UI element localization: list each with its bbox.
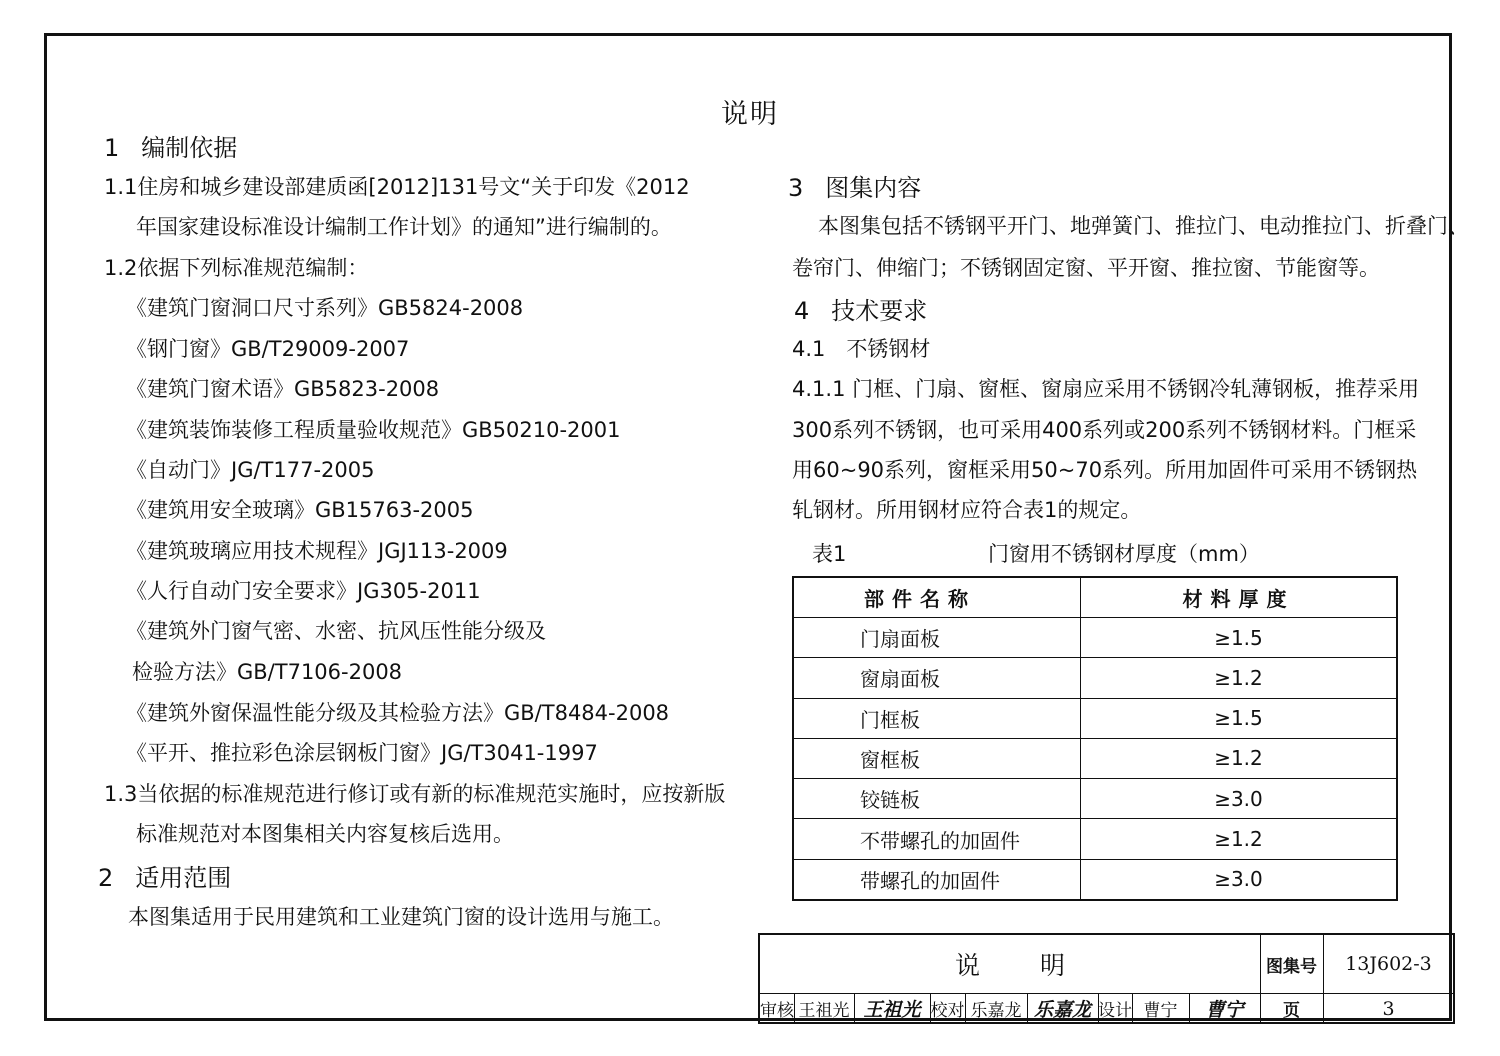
thickness-table: [792, 576, 1398, 901]
standard-item: 《平开、推拉彩色涂层钢板门窗》JG/T3041-1997: [126, 741, 598, 765]
para-1-1-line2: 年国家建设标准设计编制工作计划》的通知”进行编制的。: [136, 215, 672, 239]
review-label: 审核: [760, 1001, 794, 1021]
section-3-heading: [788, 168, 921, 203]
page-label: 页: [1283, 1001, 1300, 1021]
thickness-cell: ≥3.0: [1081, 859, 1398, 900]
part-name-cell: 窗扇面板: [793, 658, 1081, 698]
table-row: [793, 658, 1397, 698]
thickness-cell: ≥3.0: [1081, 779, 1398, 819]
standard-item: 《自动门》JG/T177-2005: [126, 458, 375, 482]
table-label: 表1: [812, 542, 847, 566]
section-3-line2: 卷帘门、伸缩门；不锈钢固定窗、平开窗、推拉窗、节能窗等。: [792, 256, 1380, 280]
table-row: [793, 859, 1397, 900]
check-label: 校对: [930, 1001, 965, 1021]
reviewer-name: 王祖光: [798, 1001, 850, 1021]
subsection-4-1: 4.1 不锈钢材: [792, 337, 931, 361]
checker-name: 乐嘉龙: [970, 1001, 1022, 1021]
designer-signature: 曹宁: [1205, 999, 1244, 1021]
para-4-1-1-line3: 用60~90系列，窗框采用50~70系列。所用加固件可采用不锈钢热: [792, 458, 1418, 482]
section-1-heading: [104, 128, 237, 163]
section-2-heading: [98, 858, 231, 893]
part-name-cell: 不带螺孔的加固件: [793, 819, 1081, 859]
section-2-text: 本图集适用于民用建筑和工业建筑门窗的设计选用与施工。: [128, 905, 674, 929]
table-row: [793, 738, 1397, 778]
standard-item: 《建筑装饰装修工程质量验收规范》GB50210-2001: [126, 418, 621, 442]
standard-item: 检验方法》GB/T7106-2008: [132, 660, 403, 684]
para-1-3-line1: 1.3当依据的标准规范进行修订或有新的标准规范实施时，应按新版: [104, 782, 726, 806]
thickness-cell: ≥1.2: [1081, 819, 1398, 859]
title-block: [758, 933, 1455, 1024]
thickness-cell: ≥1.2: [1081, 738, 1398, 778]
design-label: 设计: [1098, 1001, 1132, 1021]
part-name-cell: 门框板: [793, 698, 1081, 738]
designer-name: 曹宁: [1143, 1001, 1178, 1021]
section-number: 4: [794, 297, 810, 325]
table-header-row: [793, 577, 1397, 618]
standard-item: 《建筑门窗术语》GB5823-2008: [126, 377, 440, 401]
table-row: [793, 819, 1397, 859]
checker-signature: 乐嘉龙: [1033, 999, 1091, 1021]
section-title: 编制依据: [141, 134, 238, 162]
part-name-cell: 窗框板: [793, 738, 1081, 778]
para-4-1-1-line4: 轧钢材。所用钢材应符合表1的规定。: [792, 498, 1142, 522]
column-header-thickness: 材料厚度: [1081, 577, 1398, 618]
part-name-cell: 带螺孔的加固件: [793, 859, 1081, 900]
table-row: [793, 618, 1397, 658]
para-1-1-line1: 1.1住房和城乡建设部建质函[2012]131号文“关于印发《2012: [104, 175, 690, 199]
standard-item: 《建筑用安全玻璃》GB15763-2005: [126, 498, 474, 522]
section-4-heading: [794, 291, 927, 326]
page-number: 3: [1382, 997, 1395, 1020]
standard-item: 《建筑外窗保温性能分级及其检验方法》GB/T8484-2008: [126, 701, 670, 725]
thickness-cell: ≥1.5: [1081, 698, 1398, 738]
table-row: [793, 779, 1397, 819]
thickness-cell: ≥1.2: [1081, 658, 1398, 698]
section-title: 适用范围: [135, 864, 232, 892]
part-name-cell: 门扇面板: [793, 618, 1081, 658]
section-number: 2: [98, 864, 114, 892]
atlas-number-label: 图集号: [1266, 956, 1317, 977]
standard-item: 《建筑门窗洞口尺寸系列》GB5824-2008: [126, 296, 524, 320]
reviewer-signature: 王祖光: [863, 999, 921, 1021]
section-3-line1: 本图集包括不锈钢平开门、地弹簧门、推拉门、电动推拉门、折叠门、: [818, 214, 1469, 238]
part-name-cell: 铰链板: [793, 779, 1081, 819]
thickness-cell: ≥1.5: [1081, 618, 1398, 658]
para-1-2: 1.2依据下列标准规范编制：: [104, 256, 369, 280]
column-header-part-name: 部件名称: [793, 577, 1081, 618]
para-4-1-1-line2: 300系列不锈钢，也可采用400系列或200系列不锈钢材料。门框采: [792, 418, 1417, 442]
section-title: 技术要求: [831, 297, 928, 325]
standard-item: 《人行自动门安全要求》JG305-2011: [126, 579, 481, 603]
title-block-title: 说明: [954, 951, 1125, 980]
section-number: 1: [104, 134, 120, 162]
standard-item: 《建筑外门窗气密、水密、抗风压性能分级及: [126, 619, 546, 643]
table-row: [793, 698, 1397, 738]
standard-item: 《建筑玻璃应用技术规程》JGJ113-2009: [126, 539, 508, 563]
table-caption: 门窗用不锈钢材厚度（mm）: [988, 542, 1260, 566]
section-number: 3: [788, 174, 804, 202]
page-title: 说明: [721, 99, 779, 130]
section-title: 图集内容: [825, 174, 922, 202]
standard-item: 《钢门窗》GB/T29009-2007: [126, 337, 410, 361]
para-1-3-line2: 标准规范对本图集相关内容复核后选用。: [136, 822, 514, 846]
para-4-1-1-line1: 4.1.1 门框、门扇、窗框、窗扇应采用不锈钢冷轧薄钢板，推荐采用: [792, 377, 1420, 401]
atlas-number: 13J602-3: [1345, 953, 1432, 975]
